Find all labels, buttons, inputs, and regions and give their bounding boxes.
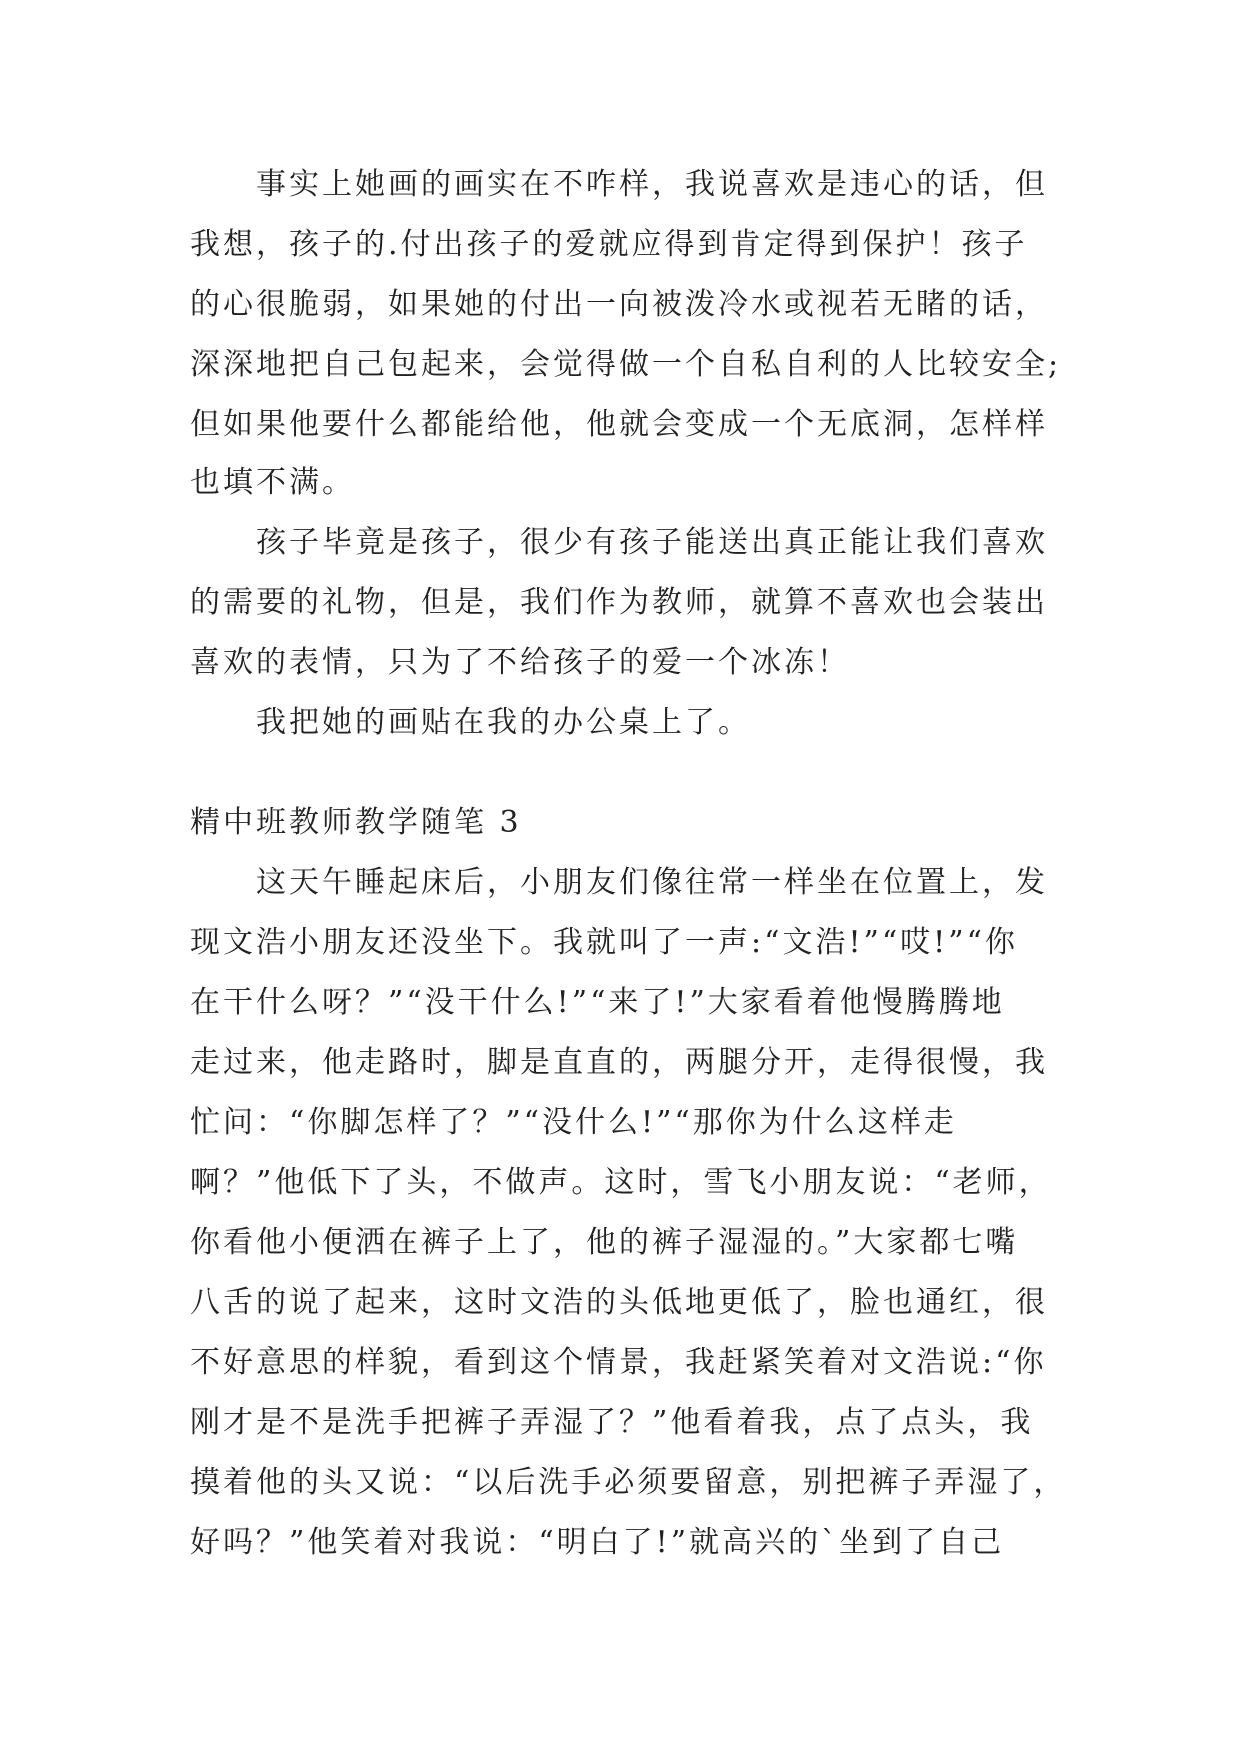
text-line: 不好意思的样貌，看到这个情景，我赶紧笑着对文浩说:“你 xyxy=(190,1345,1047,1380)
text-line: 摸着他的头又说：“以后洗手必须要留意，别把裤子弄湿了， xyxy=(190,1465,1067,1500)
section-heading: 精中班教师教学随笔 3 xyxy=(190,805,522,840)
text-line: 我把她的画贴在我的办公桌上了。 xyxy=(256,705,751,740)
text-line: 事实上她画的画实在不咋样，我说喜欢是违心的话，但 xyxy=(256,167,1048,202)
text-line: 你看他小便洒在裤子上了，他的裤子湿湿的。”大家都七嘴 xyxy=(190,1225,1019,1260)
text-line: 喜欢的表情，只为了不给孩子的爱一个冰冻！ xyxy=(190,645,850,680)
text-line: 孩子毕竟是孩子，很少有孩子能送出真正能让我们喜欢 xyxy=(256,525,1048,560)
text-line: 的心很脆弱，如果她的付出一向被泼冷水或视若无睹的话， xyxy=(190,287,1048,322)
text-line: 深深地把自己包起来，会觉得做一个自私自利的人比较安全; xyxy=(190,347,1062,382)
text-line: 好吗？”他笑着对我说：“明白了!”就高兴的`坐到了自己 xyxy=(190,1525,1005,1560)
text-line: 但如果他要什么都能给他，他就会变成一个无底洞，怎样样 xyxy=(190,407,1048,442)
text-line: 八舌的说了起来，这时文浩的头低地更低了，脸也通红，很 xyxy=(190,1285,1048,1320)
text-line: 刚才是不是洗手把裤子弄湿了？”他看着我，点了点头，我 xyxy=(190,1405,1034,1440)
text-line: 走过来，他走路时，脚是直直的，两腿分开，走得很慢，我 xyxy=(190,1045,1048,1080)
text-line: 也填不满。 xyxy=(190,465,355,500)
text-line: 现文浩小朋友还没坐下。我就叫了一声:“文浩!”“哎!”“你 xyxy=(190,925,1018,960)
text-line: 在干什么呀？”“没干什么!”“来了!”大家看着他慢腾腾地 xyxy=(190,985,1005,1020)
text-line: 忙问：“你脚怎样了？”“没什么!”“那你为什么这样走 xyxy=(190,1105,957,1140)
text-line: 这天午睡起床后，小朋友们像往常一样坐在位置上，发 xyxy=(256,865,1048,900)
text-line: 我想，孩子的.付出孩子的爱就应得到肯定得到保护！孩子 xyxy=(190,227,1028,262)
text-line: 啊？”他低下了头，不做声。这时，雪飞小朋友说：“老师， xyxy=(190,1165,1052,1200)
text-line: 的需要的礼物，但是，我们作为教师，就算不喜欢也会装出 xyxy=(190,585,1048,620)
